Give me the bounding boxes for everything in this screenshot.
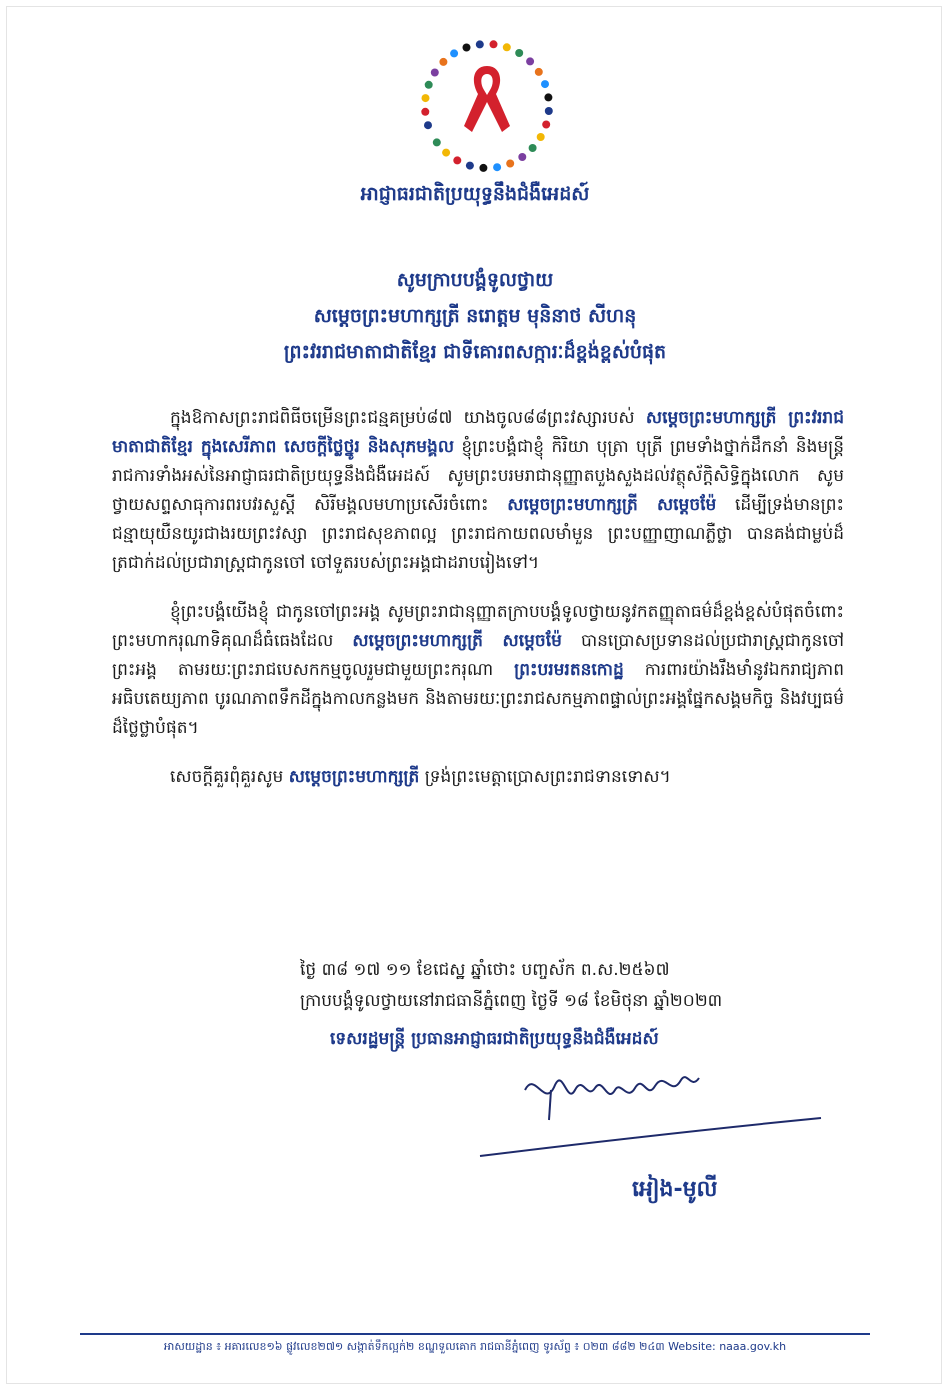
logo-figure <box>544 93 552 101</box>
place-date: ក្រាបបង្គំទូលថ្វាយនៅរាជធានីភ្នំពេញ ថ្ងៃទី ១៨ ខែមិថុនា ឆ្នាំ២០២៣ <box>300 991 723 1011</box>
logo-figure <box>463 44 471 52</box>
paragraph-3 <box>112 763 844 792</box>
signature-underline <box>478 1112 823 1162</box>
logo-figure <box>442 149 450 157</box>
logo-figure <box>476 40 484 48</box>
logo-figure <box>422 94 430 102</box>
paragraph-1 <box>112 404 844 578</box>
logo-figure <box>450 49 458 57</box>
text: សេចក្តីគួរពុំគួរសូម <box>170 767 289 787</box>
logo-figure <box>537 133 545 141</box>
letter-body <box>112 404 844 812</box>
logo-figure <box>545 107 553 115</box>
salutation-line: សូមក្រាបបង្គំទូលថ្វាយ <box>396 269 554 291</box>
bold-text: សម្តេចព្រះមហាក្សត្រី សម្តេចម៉ែ <box>507 495 717 515</box>
signer-title: ទេសរដ្ឋមន្ត្រី ប្រធានអាជ្ញាធរជាតិប្រយុទ្ធនឹងជំងឺអេដស៍ <box>330 1029 659 1049</box>
logo-figure <box>479 164 487 172</box>
text: ខ្ញុំព្រះបង្គំជាខ្ញុំ កិរិយា បុត្រា បុត្រី ព្រមទាំងថ្នាក់ដឹកនាំ និងមន្ត្រីរាជការទាំងអស់នៃអាជ្ញាធរជាតិប្រយុទ្ធនឹងជំងឺអេដស៍ សូមព្រះបរមរាជានុញ្ញាតបួងសួងដល់វត្ថុស័ក្តិសិទ្ធិក្នុងលោក សូមថ្វាយសព្ទសាធុការពរបវរសួស្តី សិរីមង្គលមហាប្រសើរចំពោះ <box>112 437 844 515</box>
lunar-date: ថ្ងៃ ៣៨ ១៧ ១១ ខែជេស្ឋ ឆ្នាំថោះ បញ្ចស័ក ព.ស.២៥៦៧ <box>300 960 670 980</box>
logo-figure <box>421 108 429 116</box>
logo-figure <box>493 163 501 171</box>
salutation-block <box>0 262 950 370</box>
paragraph-2 <box>112 598 844 743</box>
text: ខ្ញុំព្រះបង្គំយើងខ្ញុំ ជាកូនចៅព្រះអង្គ សូមព្រះរាជានុញ្ញាតក្រាបបង្គំទូលថ្វាយនូវកតញ្ញុតាធម៌ដ៏ខ្ពង់ខ្ពស់បំផុតចំពោះព្រះមហាករុណាទិគុណដ៏ធំធេងដែល <box>112 602 844 651</box>
logo-figure <box>431 69 439 77</box>
bold-text: សម្តេចព្រះមហាក្សត្រី <box>288 767 420 787</box>
addressee-title: ព្រះវររាជមាតាជាតិខ្មែរ ជាទីគោរពសក្ការៈដ៏ខ្ពង់ខ្ពស់បំផុត <box>283 341 667 363</box>
logo-figure <box>542 121 550 129</box>
logo-figure <box>453 156 461 164</box>
logo-figure <box>518 153 526 161</box>
bold-text: ព្រះបរមរតនកោដ្ឋ <box>514 660 624 680</box>
bold-text: សម្តេចព្រះមហាក្សត្រី ព្រះវររាជមាតាជាតិខ្មែរ ក្នុងសេរីភាព សេចក្តីថ្លៃថ្នូរ និងសុភមង្គល <box>112 408 844 457</box>
logo-figure <box>526 57 534 65</box>
logo-figure <box>490 40 498 48</box>
logo-figure <box>424 121 432 129</box>
signer-name: អៀង-មូលី <box>632 1177 718 1202</box>
text: ការពារយ៉ាងរឹងមាំនូវឯករាជ្យភាព អធិបតេយ្យភាព បូរណភាពទឹកដីក្នុងកាលកន្លងមក និងតាមរយៈព្រះរាជសកម្មភាពផ្ទាល់ព្រះអង្គផ្នែកសង្គមកិច្ច និងវប្បធម៌ដ៏ថ្លៃថ្លាបំផុត។ <box>112 660 844 738</box>
addressee-name: សម្តេចព្រះមហាក្សត្រី នរោត្តម មុនិនាថ សីហនុ <box>313 305 637 327</box>
logo-figure <box>515 49 523 57</box>
bold-text: សម្តេចព្រះមហាក្សត្រី សម្តេចម៉ែ <box>352 631 562 651</box>
organization-name: អាជ្ញាធរជាតិប្រយុទ្ធនឹងជំងឺអេដស៍ <box>360 183 590 205</box>
text: ទ្រង់ព្រះមេត្តាប្រោសព្រះរាជទានទោស។ <box>419 767 671 787</box>
footer-address: អាសយដ្ឋាន ៖ អគារលេខ១៦ ផ្លូវលេខ២៧១ សង្កាត់ទឹកល្អក់២ ខណ្ឌទួលគោក រាជធានីភ្នំពេញ ទូរស័ព្ទ ៖ ០២៣ ៨៨២ ២៤៣ Website: naaa.gov.kh <box>163 1340 787 1353</box>
date-block <box>300 955 860 1017</box>
logo-figure <box>425 81 433 89</box>
logo-figure <box>506 160 514 168</box>
logo-figure <box>541 80 549 88</box>
red-ribbon-logo-icon <box>412 28 562 178</box>
logo-figure <box>529 144 537 152</box>
logo-figure <box>433 138 441 146</box>
logo-figure <box>466 162 474 170</box>
logo-figure <box>535 68 543 76</box>
text: ដើម្បីទ្រង់មានព្រះជន្មាយុយឺនយូរជាងរយព្រះវស្សា ព្រះរាជសុខភាពល្អ ព្រះរាជកាយពលមាំមួន ព្រះបញ្ញាញាណភ្លឺថ្លា បានគង់ជាម្លប់ដ៏ត្រជាក់ដល់ប្រជារាស្ត្រជាកូនចៅ ចៅទួតរបស់ព្រះអង្គជាដរាបរៀងទៅ។ <box>112 495 844 573</box>
text: បានប្រោសប្រទានដល់ប្រជារាស្ត្រជាកូនចៅព្រះអង្គ តាមរយៈព្រះរាជបេសកកម្មចូលរួមជាមួយព្រះករុណា <box>112 631 845 680</box>
logo-figure <box>503 43 511 51</box>
logo-figure <box>439 58 447 66</box>
footer-divider <box>80 1333 870 1335</box>
text: ក្នុងឱកាសព្រះរាជពិធីចម្រើនព្រះជន្មគម្រប់៨៧ យាងចូល៨៨ព្រះវស្សារបស់ <box>170 408 646 428</box>
